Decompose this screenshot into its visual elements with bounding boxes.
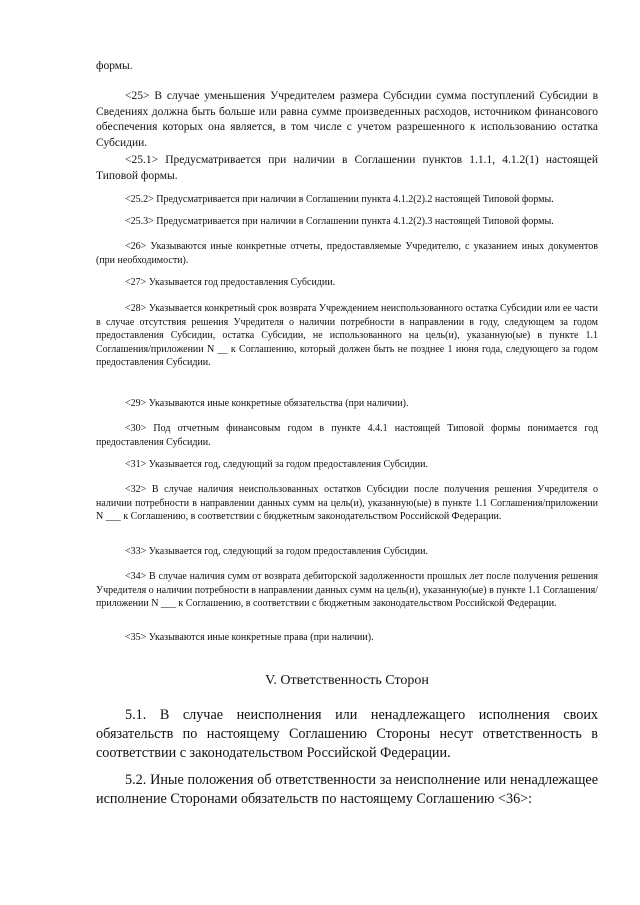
footnote-25-2: <25.2> Предусматривается при наличии в Соглашении пункта 4.1.2(2).2 настоящей Типовой формы. xyxy=(125,194,554,205)
section-paragraph-5-2: 5.2. Иные положения об ответственности за неисполнение или ненадлежащее исполнение Сторонами обязательств по настоящему Соглашению <36>: xyxy=(96,772,598,807)
footnote-28: <28> Указывается конкретный срок возврата Учреждением неиспользованного остатка Субсидии или ее части в случае отсутствия решения Учредителя о наличии потребности в направлении в году, следующем за годом предоставления Субсидии, остатка Субсидии, не использованного на цель(и), указанную(ые) в пункте 1.1 Соглашения/приложении N __ к Соглашению, который должен быть не позднее 1 июня года, следующего за годом предоставления Субсидии. xyxy=(96,303,598,368)
footnote-35: <35> Указываются иные конкретные права (при наличии). xyxy=(125,632,374,643)
footnote-25-1: <25.1> Предусматривается при наличии в Соглашении пунктов 1.1.1, 4.1.2(1) настоящей Типовой формы. xyxy=(96,154,598,182)
section-paragraph-5-1: 5.1. В случае неисполнения или ненадлежащего исполнения своих обязательств по настоящему Соглашению Стороны несут ответственность в соответствии с законодательством Российской Федерации. xyxy=(96,707,598,761)
footnote-27: <27> Указывается год предоставления Субсидии. xyxy=(125,277,336,288)
section-heading: V. Ответственность Сторон xyxy=(265,673,429,688)
footnote-32: <32> В случае наличия неиспользованных остатков Субсидии после получения решения Учредителя о наличии потребности в направлении данных сумм на цель(и), указанную(ые) в пункте 1.1 Соглашения/приложении N ___ к Соглашению, в соответствии с бюджетным законодательством Российской Федерации. xyxy=(96,484,598,522)
footnote-34: <34> В случае наличия сумм от возврата дебиторской задолженности прошлых лет после получения решения Учредителя о наличии потребности в направлении данных сумм на цель(и), указанную(ые) в пункте 1.1 Соглашения/приложении N ___ к Соглашению, в соответствии с бюджетным законодательством Российской Федерации. xyxy=(96,571,598,609)
footnote-33: <33> Указывается год, следующий за годом предоставления Субсидии. xyxy=(125,546,428,557)
paragraph-continuation: формы. xyxy=(96,60,133,72)
footnote-26: <26> Указываются иные конкретные отчеты, предоставляемые Учредителю, с указанием иных документов (при необходимости). xyxy=(96,241,598,266)
footnote-30: <30> Под отчетным финансовым годом в пункте 4.4.1 настоящей Типовой формы понимается год предоставления Субсидии. xyxy=(96,423,598,448)
footnote-25-3: <25.3> Предусматривается при наличии в Соглашении пункта 4.1.2(2).3 настоящей Типовой формы. xyxy=(125,216,554,227)
footnote-31: <31> Указывается год, следующий за годом предоставления Субсидии. xyxy=(125,459,428,470)
footnote-25: <25> В случае уменьшения Учредителем размера Субсидии сумма поступлений Субсидии в Сведениях должна быть больше или равна сумме произведенных расходов, источником финансового обеспечения которых она является, в том числе с учетом разрешенного к использованию остатка Субсидии. xyxy=(96,90,598,149)
footnote-29: <29> Указываются иные конкретные обязательства (при наличии). xyxy=(125,398,409,409)
